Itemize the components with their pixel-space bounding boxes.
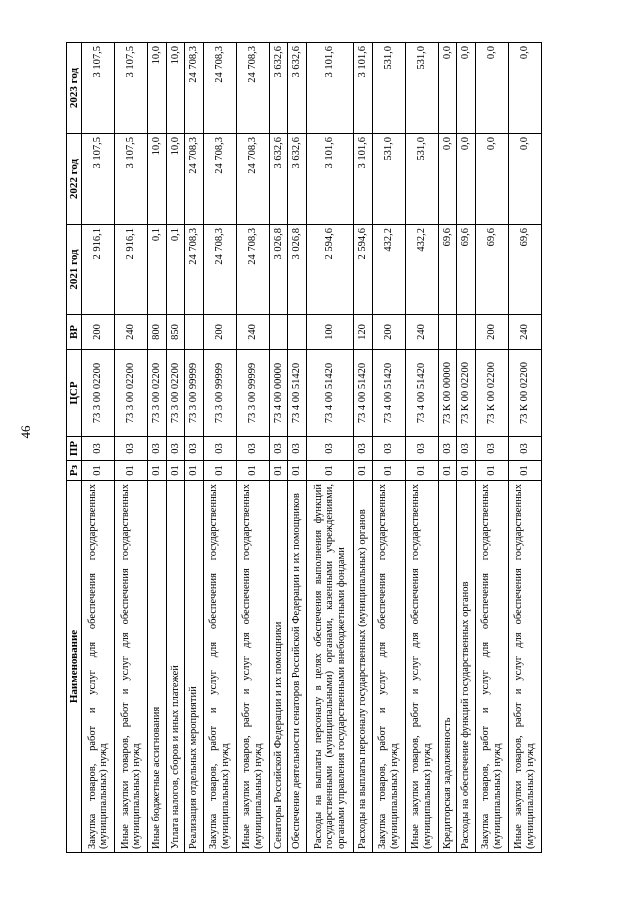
row-rz: 01 (236, 461, 269, 481)
row-rz: 01 (185, 461, 203, 481)
row-vr (288, 315, 306, 350)
row-pr: 03 (203, 437, 236, 461)
row-2023: 3 632,6 (269, 43, 287, 134)
row-name: Уплата налогов, сборов и иных платежей (166, 481, 184, 853)
row-vr: 120 (354, 315, 372, 350)
row-rz: 01 (475, 461, 508, 481)
row-2023: 531,0 (405, 43, 438, 134)
row-rz: 01 (166, 461, 184, 481)
row-2021: 0,1 (166, 225, 184, 315)
row-csr: 73 К 00 02200 (475, 350, 508, 437)
table-header-row (67, 43, 82, 853)
row-2021: 69,6 (438, 225, 456, 315)
rotated-table-container (66, 43, 542, 853)
row-pr: 03 (372, 437, 405, 461)
row-vr (185, 315, 203, 350)
row-pr: 03 (405, 437, 438, 461)
row-2021: 0,1 (148, 225, 166, 315)
row-csr: 73 3 00 99999 (185, 350, 203, 437)
row-2022: 0,0 (438, 134, 456, 225)
row-name: Расходы на обеспечение функций государственных органов (457, 481, 475, 853)
table-row (82, 43, 115, 853)
table-row (354, 43, 372, 853)
row-2023: 3 101,6 (354, 43, 372, 134)
table-row (115, 43, 148, 853)
row-2022: 0,0 (508, 134, 541, 225)
header-pr: ПР (67, 437, 82, 461)
row-2022: 3 101,6 (306, 134, 354, 225)
row-2021: 24 708,3 (203, 225, 236, 315)
row-2022: 3 107,5 (82, 134, 115, 225)
row-name: Кредиторская задолженность (438, 481, 456, 853)
row-vr: 200 (372, 315, 405, 350)
header-2023: 2023 год (67, 43, 82, 134)
row-pr: 03 (115, 437, 148, 461)
header-rz: Рз (67, 461, 82, 481)
row-name: Иные закупки товаров, работ и услуг для обеспечения государственных (муниципальных) нужд (115, 481, 148, 853)
row-csr: 73 4 00 51420 (354, 350, 372, 437)
row-2023: 10,0 (166, 43, 184, 134)
table-row (148, 43, 166, 853)
row-csr: 73 4 00 51420 (405, 350, 438, 437)
row-name: Расходы на выплаты персоналу в целях обеспечения выполнения функций государственными (муниципальными) органами, казенными учреждениями, органами управления государственными внебюджетными фондами (306, 481, 354, 853)
row-name: Закупка товаров, работ и услуг для обеспечения государственных (муниципальных) нужд (372, 481, 405, 853)
row-2021: 69,6 (457, 225, 475, 315)
row-name: Иные закупки товаров, работ и услуг для обеспечения государственных (муниципальных) нужд (236, 481, 269, 853)
table-row (203, 43, 236, 853)
row-2022: 3 632,6 (288, 134, 306, 225)
row-rz: 01 (288, 461, 306, 481)
row-csr: 73 4 00 00000 (269, 350, 287, 437)
row-2021: 24 708,3 (185, 225, 203, 315)
row-name: Иные закупки товаров, работ и услуг для обеспечения государственных (муниципальных) нужд (405, 481, 438, 853)
row-rz: 01 (306, 461, 354, 481)
row-rz: 01 (405, 461, 438, 481)
row-vr: 240 (405, 315, 438, 350)
row-2023: 0,0 (475, 43, 508, 134)
row-2021: 432,2 (405, 225, 438, 315)
row-2022: 531,0 (405, 134, 438, 225)
row-pr: 03 (236, 437, 269, 461)
row-pr: 03 (288, 437, 306, 461)
row-2022: 3 107,5 (115, 134, 148, 225)
row-pr: 03 (508, 437, 541, 461)
table-row (475, 43, 508, 853)
table-body (82, 43, 542, 853)
row-rz: 01 (115, 461, 148, 481)
budget-table (66, 42, 542, 853)
row-2022: 0,0 (457, 134, 475, 225)
row-2022: 3 632,6 (269, 134, 287, 225)
row-2022: 10,0 (148, 134, 166, 225)
row-2021: 2 916,1 (82, 225, 115, 315)
table-row (306, 43, 354, 853)
row-pr: 03 (306, 437, 354, 461)
row-vr: 850 (166, 315, 184, 350)
row-pr: 03 (269, 437, 287, 461)
row-2023: 3 107,5 (115, 43, 148, 134)
row-2021: 2 594,6 (306, 225, 354, 315)
row-name: Обеспечение деятельности сенаторов Российской Федерации и их помощников (288, 481, 306, 853)
page-number: 46 (18, 425, 33, 439)
row-2023: 24 708,3 (185, 43, 203, 134)
row-2023: 3 107,5 (82, 43, 115, 134)
row-2021: 2 594,6 (354, 225, 372, 315)
row-rz: 01 (457, 461, 475, 481)
row-rz: 01 (354, 461, 372, 481)
row-2021: 3 026,8 (288, 225, 306, 315)
row-csr: 73 К 00 02200 (508, 350, 541, 437)
row-rz: 01 (82, 461, 115, 481)
row-pr: 03 (457, 437, 475, 461)
row-csr: 73 3 00 02200 (115, 350, 148, 437)
table-row (185, 43, 203, 853)
row-name: Иные закупки товаров, работ и услуг для обеспечения государственных (муниципальных) нужд (508, 481, 541, 853)
row-2021: 3 026,8 (269, 225, 287, 315)
row-name: Реализация отдельных мероприятий (185, 481, 203, 853)
row-2021: 2 916,1 (115, 225, 148, 315)
row-2023: 24 708,3 (203, 43, 236, 134)
row-name: Закупка товаров, работ и услуг для обеспечения государственных (муниципальных) нужд (203, 481, 236, 853)
row-vr: 200 (203, 315, 236, 350)
row-2022: 3 101,6 (354, 134, 372, 225)
header-vr: ВР (67, 315, 82, 350)
row-rz: 01 (203, 461, 236, 481)
row-csr: 73 4 00 51420 (306, 350, 354, 437)
table-row (372, 43, 405, 853)
row-vr: 800 (148, 315, 166, 350)
row-2022: 24 708,3 (236, 134, 269, 225)
table-row (438, 43, 456, 853)
row-2022: 24 708,3 (203, 134, 236, 225)
header-csr: ЦСР (67, 350, 82, 437)
row-rz: 01 (508, 461, 541, 481)
row-rz: 01 (269, 461, 287, 481)
row-2021: 24 708,3 (236, 225, 269, 315)
row-2023: 0,0 (438, 43, 456, 134)
table-row (508, 43, 541, 853)
row-vr (438, 315, 456, 350)
row-csr: 73 4 00 51420 (288, 350, 306, 437)
row-2023: 10,0 (148, 43, 166, 134)
row-csr: 73 3 00 02200 (82, 350, 115, 437)
row-2023: 531,0 (372, 43, 405, 134)
row-2023: 0,0 (457, 43, 475, 134)
row-name: Закупка товаров, работ и услуг для обеспечения государственных (муниципальных) нужд (475, 481, 508, 853)
row-pr: 03 (438, 437, 456, 461)
row-vr: 200 (82, 315, 115, 350)
row-2021: 69,6 (508, 225, 541, 315)
row-2021: 432,2 (372, 225, 405, 315)
row-csr: 73 3 00 99999 (236, 350, 269, 437)
table-row (236, 43, 269, 853)
row-2023: 24 708,3 (236, 43, 269, 134)
row-csr: 73 3 00 02200 (166, 350, 184, 437)
row-csr: 73 4 00 51420 (372, 350, 405, 437)
row-csr: 73 3 00 99999 (203, 350, 236, 437)
header-2021: 2021 год (67, 225, 82, 315)
table-row (405, 43, 438, 853)
row-csr: 73 К 00 02200 (457, 350, 475, 437)
row-name: Иные бюджетные ассигнования (148, 481, 166, 853)
row-2022: 0,0 (475, 134, 508, 225)
row-pr: 03 (475, 437, 508, 461)
row-csr: 73 3 00 02200 (148, 350, 166, 437)
row-csr: 73 К 00 00000 (438, 350, 456, 437)
header-name: Наименование (67, 481, 82, 853)
table-row (288, 43, 306, 853)
row-rz: 01 (438, 461, 456, 481)
row-pr: 03 (148, 437, 166, 461)
row-2023: 3 632,6 (288, 43, 306, 134)
row-2023: 0,0 (508, 43, 541, 134)
header-2022: 2022 год (67, 134, 82, 225)
row-vr: 240 (115, 315, 148, 350)
row-2022: 10,0 (166, 134, 184, 225)
row-name: Закупка товаров, работ и услуг для обеспечения государственных (муниципальных) нужд (82, 481, 115, 853)
row-2022: 531,0 (372, 134, 405, 225)
row-rz: 01 (148, 461, 166, 481)
row-vr: 240 (236, 315, 269, 350)
row-2023: 3 101,6 (306, 43, 354, 134)
row-name: Расходы на выплаты персоналу государственных (муниципальных) органов (354, 481, 372, 853)
table-row (269, 43, 287, 853)
row-rz: 01 (372, 461, 405, 481)
row-vr: 100 (306, 315, 354, 350)
table-row (166, 43, 184, 853)
row-pr: 03 (82, 437, 115, 461)
row-pr: 03 (166, 437, 184, 461)
table-row (457, 43, 475, 853)
row-name: Сенаторы Российской Федерации и их помощники (269, 481, 287, 853)
row-vr (269, 315, 287, 350)
row-vr (457, 315, 475, 350)
row-pr: 03 (185, 437, 203, 461)
row-2022: 24 708,3 (185, 134, 203, 225)
row-pr: 03 (354, 437, 372, 461)
row-2021: 69,6 (475, 225, 508, 315)
row-vr: 200 (475, 315, 508, 350)
row-vr: 240 (508, 315, 541, 350)
